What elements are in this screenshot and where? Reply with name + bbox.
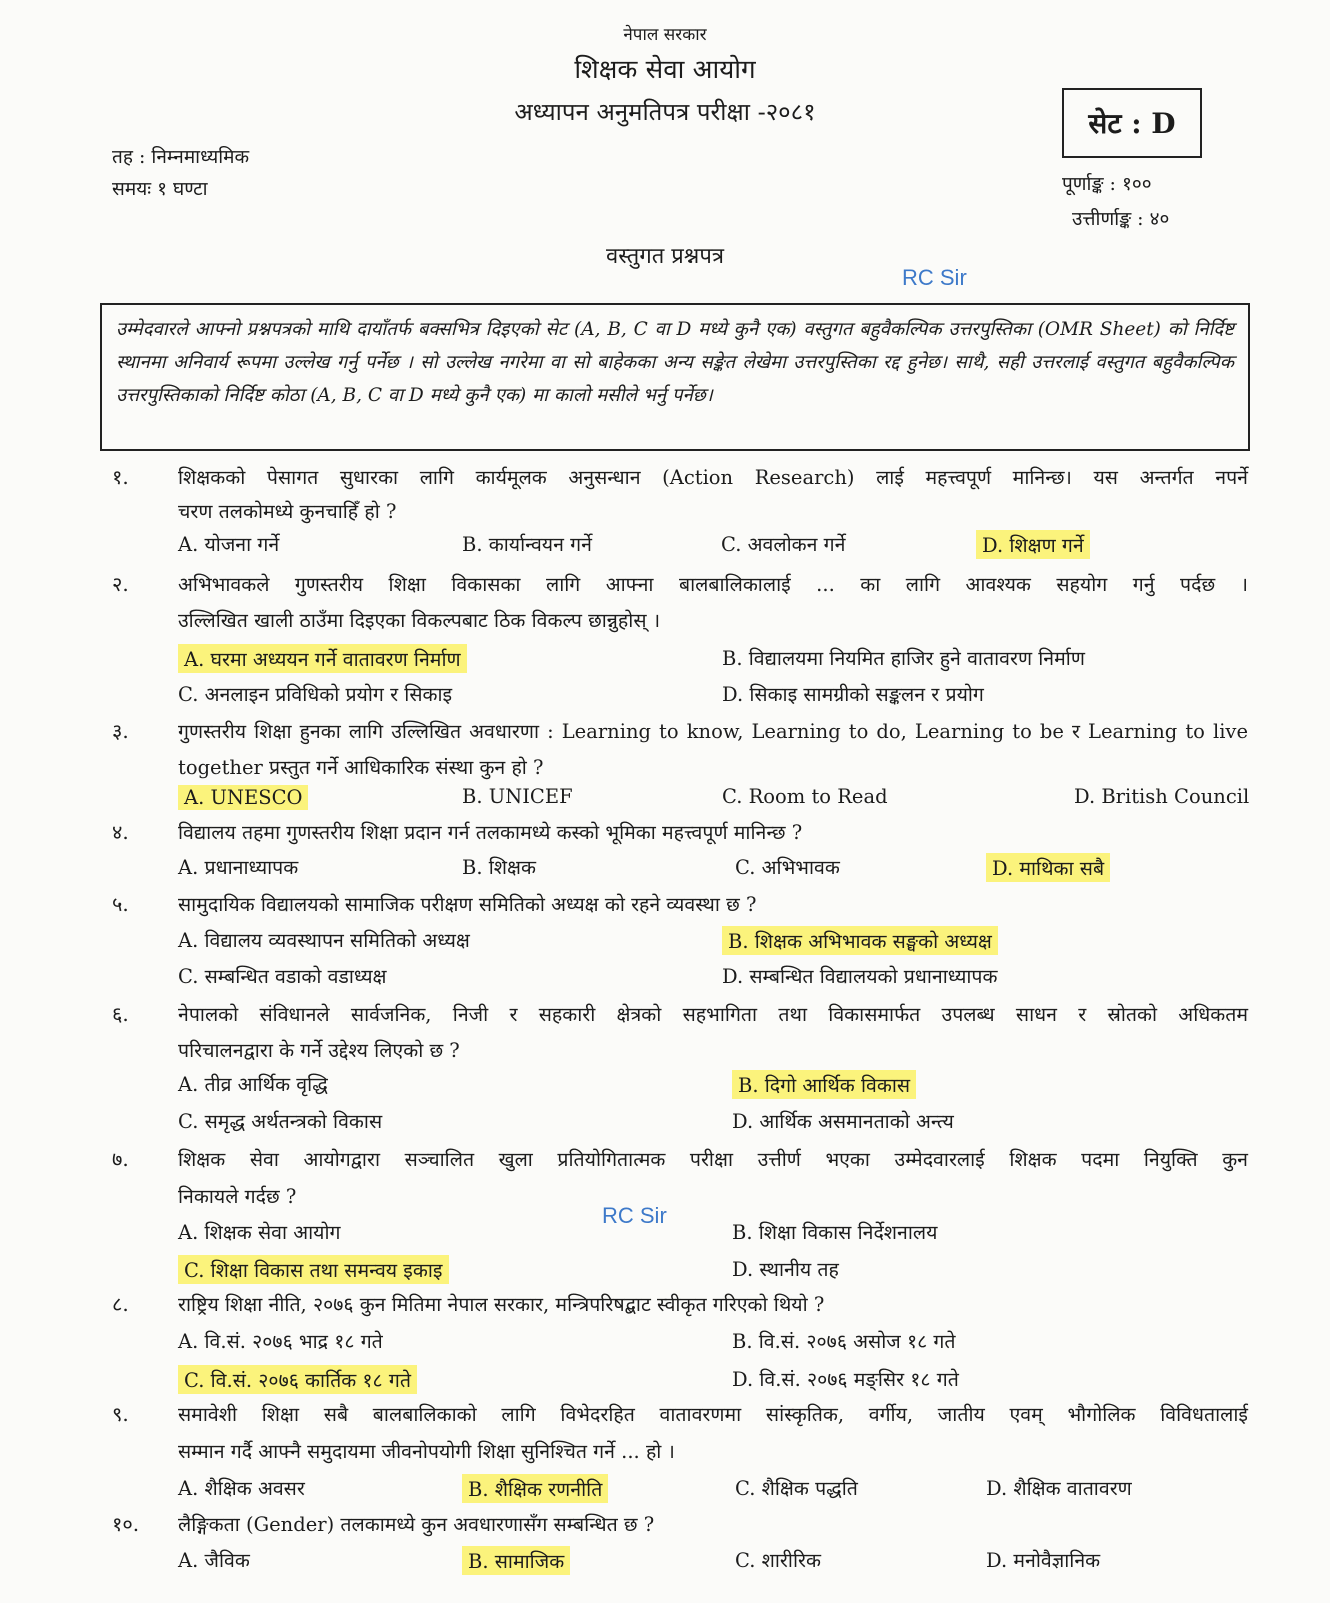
- answer-option: A. शिक्षक सेवा आयोग: [178, 1221, 341, 1244]
- answer-option: C. समृद्ध अर्थतन्त्रको विकास: [178, 1110, 383, 1133]
- answer-option: B. कार्यान्वयन गर्ने: [462, 533, 592, 556]
- question-number: ७.: [112, 1147, 129, 1171]
- question-text: सम्मान गर्दै आफ्नै समुदायमा जीवनोपयोगी शिक्षा सुनिश्चित गर्ने ... हो ।: [178, 1440, 675, 1463]
- answer-option: C. शारीरिक: [735, 1549, 821, 1572]
- answer-option: B. वि.सं. २०७६ असोज १८ गते: [732, 1330, 956, 1353]
- question-number: ३.: [112, 719, 129, 743]
- instruction-box: उम्मेदवारले आफ्नो प्रश्नपत्रको माथि दायाँतर्फ बक्सभित्र दिइएको सेट (A, B, C वा D मध्ये कुनै एक) वस्तुगत बहुवैकल्पिक उत्तरपुस्तिका (OMR Sheet) को निर्दिष्ट स्थानमा अनिवार्य रूपमा उल्लेख गर्नु पर्नेछ । सो उल्लेख नगरेमा वा सो बाहेकका अन्य सङ्केत लेखेमा उत्तरपुस्तिका रद्द हुनेछ। साथै, सही उत्तरलाई वस्तुगत बहुवैकल्पिक उत्तरपुस्तिकाको निर्दिष्ट कोठा (A, B, C वा D मध्ये कुनै एक) मा कालो मसीले भर्नु पर्नेछ।: [100, 303, 1250, 451]
- answer-option: D. स्थानीय तह: [732, 1258, 839, 1281]
- question-text: लैङ्गिकता (Gender) तलकामध्ये कुन अवधारणासँग सम्बन्धित छ ?: [178, 1513, 655, 1536]
- answer-option: D. वि.सं. २०७६ मङ्सिर १८ गते: [732, 1368, 959, 1391]
- answer-option: A. विद्यालय व्यवस्थापन समितिको अध्यक्ष: [178, 929, 470, 952]
- answer-option: A. शैक्षिक अवसर: [178, 1477, 305, 1500]
- watermark: RC Sir: [602, 1203, 667, 1228]
- question-number: ९.: [112, 1402, 129, 1426]
- question-text: सामुदायिक विद्यालयको सामाजिक परीक्षण समितिको अध्यक्ष को रहने व्यवस्था छ ?: [178, 893, 757, 916]
- government-label: नेपाल सरकार: [623, 25, 707, 45]
- answer-option-highlighted: B. शैक्षिक रणनीति: [462, 1474, 608, 1503]
- answer-option: B. शिक्षक: [462, 856, 536, 879]
- answer-option-highlighted: C. शिक्षा विकास तथा समन्वय इकाइ: [178, 1255, 449, 1284]
- commission-title: शिक्षक सेवा आयोग: [574, 55, 756, 85]
- answer-option: B. विद्यालयमा नियमित हाजिर हुने वातावरण निर्माण: [722, 647, 1085, 670]
- question-text: समावेशी शिक्षा सबै बालबालिकाको लागि विभेदरहित वातावरणमा सांस्कृतिक, वर्गीय, जातीय एवम् भौगोलिक विविधतालाई: [178, 1403, 1248, 1426]
- answer-option: A. तीव्र आर्थिक वृद्धि: [178, 1073, 328, 1096]
- exam-title: अध्यापन अनुमतिपत्र परीक्षा -२०८१: [514, 98, 816, 126]
- answer-option: A. जैविक: [178, 1549, 250, 1572]
- question-number: ५.: [112, 892, 129, 916]
- question-text: विद्यालय तहमा गुणस्तरीय शिक्षा प्रदान गर्न तलकामध्ये कस्को भूमिका महत्त्वपूर्ण मानिन्छ ?: [178, 821, 803, 844]
- question-number: २.: [112, 572, 129, 596]
- set-box: सेट : D: [1062, 88, 1202, 158]
- answer-option: D. शैक्षिक वातावरण: [986, 1477, 1132, 1500]
- answer-option-highlighted: B. शिक्षक अभिभावक सङ्घको अध्यक्ष: [722, 926, 998, 955]
- answer-option-highlighted: C. वि.सं. २०७६ कार्तिक १८ गते: [178, 1365, 417, 1394]
- answer-option: C. अवलोकन गर्ने: [721, 533, 846, 556]
- answer-option: B. शिक्षा विकास निर्देशनालय: [732, 1221, 938, 1244]
- answer-option: D. मनोवैज्ञानिक: [986, 1549, 1101, 1572]
- level-label: तह : निम्नमाध्यमिक: [112, 146, 250, 168]
- answer-option: A. वि.सं. २०७६ भाद्र १८ गते: [178, 1330, 383, 1353]
- question-text: परिचालनद्वारा के गर्ने उद्देश्य लिएको छ ?: [178, 1039, 460, 1062]
- answer-option-highlighted: A. घरमा अध्ययन गर्ने वातावरण निर्माण: [178, 644, 467, 673]
- question-text: गुणस्तरीय शिक्षा हुनका लागि उल्लिखित अवधारणा : Learning to know, Learning to do, Learning to be र Learning to live: [178, 720, 1248, 743]
- question-text: निकायले गर्दछ ?: [178, 1185, 297, 1208]
- question-text: शिक्षकको पेसागत सुधारका लागि कार्यमूलक अनुसन्धान (Action Research) लाई महत्त्वपूर्ण मानिन्छ। यस अन्तर्गत नपर्ने: [178, 466, 1248, 489]
- answer-option: D. आर्थिक असमानताको अन्त्य: [732, 1110, 954, 1133]
- question-text: together प्रस्तुत गर्ने आधिकारिक संस्था कुन हो ?: [178, 756, 544, 779]
- answer-option: D. British Council: [1074, 785, 1250, 808]
- question-text: शिक्षक सेवा आयोगद्वारा सञ्चालित खुला प्रतियोगितात्मक परीक्षा उत्तीर्ण भएका उम्मेदवारलाई शिक्षक पदमा नियुक्ति कुन: [178, 1148, 1248, 1171]
- answer-option-highlighted: A. UNESCO: [178, 785, 308, 810]
- question-number: ४.: [112, 820, 129, 844]
- question-number: ६.: [112, 1002, 129, 1026]
- paper-title: वस्तुगत प्रश्नपत्र: [606, 244, 724, 269]
- answer-option-highlighted: D. शिक्षण गर्ने: [976, 530, 1090, 559]
- answer-option: D. सम्बन्धित विद्यालयको प्रधानाध्यापक: [722, 965, 998, 988]
- answer-option: C. शैक्षिक पद्धति: [735, 1477, 858, 1500]
- pass-marks: उत्तीर्णाङ्क : ४०: [1072, 208, 1170, 230]
- answer-option: C. Room to Read: [722, 785, 888, 808]
- answer-option: C. अनलाइन प्रविधिको प्रयोग र सिकाइ: [178, 683, 453, 706]
- question-text: उल्लिखित खाली ठाउँमा दिइएका विकल्पबाट ठिक विकल्प छान्नुहोस् ।: [178, 609, 661, 632]
- question-number: १०.: [112, 1512, 140, 1536]
- answer-option: A. प्रधानाध्यापक: [178, 856, 299, 879]
- question-text: नेपालको संविधानले सार्वजनिक, निजी र सहकारी क्षेत्रको सहभागिता तथा विकासमार्फत उपलब्ध साधन र स्रोतको अधिकतम: [178, 1003, 1248, 1026]
- time-label: समयः १ घण्टा: [112, 178, 208, 200]
- answer-option-highlighted: D. माथिका सबै: [986, 853, 1110, 882]
- answer-option-highlighted: B. दिगो आर्थिक विकास: [732, 1070, 916, 1099]
- question-number: १.: [112, 465, 129, 489]
- answer-option: B. UNICEF: [462, 785, 573, 808]
- question-text: राष्ट्रिय शिक्षा नीति, २०७६ कुन मितिमा नेपाल सरकार, मन्त्रिपरिषद्बाट स्वीकृत गरिएको थियो ?: [178, 1293, 825, 1316]
- question-text: अभिभावकले गुणस्तरीय शिक्षा विकासका लागि आफ्ना बालबालिकालाई ... का लागि आवश्यक सहयोग गर्नु पर्दछ ।: [178, 573, 1248, 596]
- question-number: ८.: [112, 1292, 129, 1316]
- answer-option-highlighted: B. सामाजिक: [462, 1546, 570, 1575]
- answer-option: D. सिकाइ सामग्रीको सङ्कलन र प्रयोग: [722, 683, 984, 706]
- question-text: चरण तलकोमध्ये कुनचाहिँ हो ?: [178, 500, 397, 523]
- watermark: RC Sir: [902, 265, 967, 290]
- answer-option: C. सम्बन्धित वडाको वडाध्यक्ष: [178, 965, 387, 988]
- answer-option: C. अभिभावक: [735, 856, 840, 879]
- answer-option: A. योजना गर्ने: [178, 533, 280, 556]
- full-marks: पूर्णाङ्क : १००: [1062, 173, 1152, 195]
